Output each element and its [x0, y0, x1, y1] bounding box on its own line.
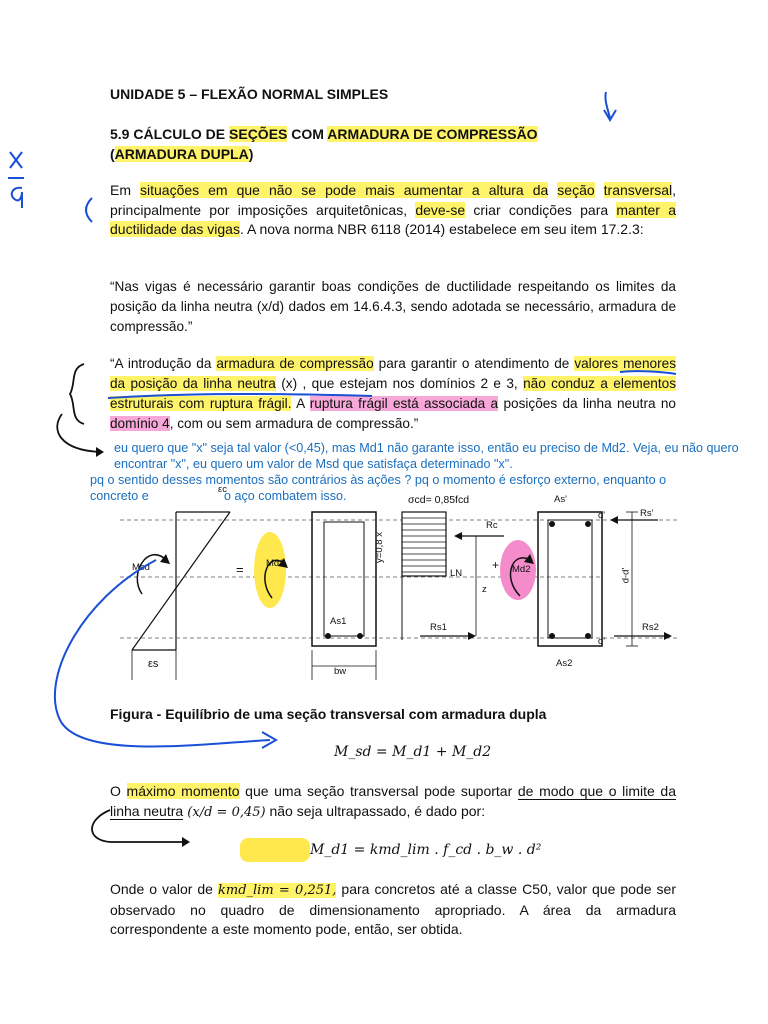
note-md2: eu quero que "x" seja tal valor (<0,45), mas Md1 não garante isso, então eu preciso de Md2. Veja, eu não quero encontrar "x", eu quero um valor de Msd que satisfaça determinado "x".	[114, 441, 739, 471]
paragraph-kmd	[110, 880, 676, 940]
eq2-highlight	[240, 838, 310, 862]
label-as2: As2	[556, 658, 573, 669]
q2-e: posições da linha neutra no	[498, 396, 676, 411]
p1-hl-situacoes: situações em que não se pode mais aumentar a altura da	[140, 182, 549, 198]
p1-text1: , principalmente por imposições arquitetônicas,	[110, 182, 677, 218]
label-msd: Msd	[132, 562, 150, 573]
note-sentido-2: concreto e	[90, 489, 149, 503]
label-rs1: Rs1	[430, 622, 447, 633]
label-ec: εc	[218, 484, 227, 495]
p1-text3: . A nova norma NBR 6118 (2014) estabelece em seu item 17.2.3:	[239, 221, 644, 237]
section-com: COM	[287, 126, 328, 142]
paragraph-intro	[110, 181, 676, 240]
label-d-top: d'	[598, 510, 606, 521]
p1-text2: criar condições para	[465, 201, 617, 218]
p2-o: O	[110, 783, 127, 799]
label-z: z	[482, 584, 487, 595]
paragraph-max-moment	[110, 782, 676, 822]
label-rs2: Rs2	[642, 622, 659, 633]
p1-hl-ductilidade: manter a ductilidade das vigas	[110, 201, 676, 237]
q2-a: “A introdução da	[110, 356, 217, 371]
p1-hl-transversal: transversal	[603, 182, 673, 198]
label-sigma-cd: σcd= 0,85fcd	[408, 494, 470, 506]
label-as1: As1	[330, 616, 347, 627]
paren-open: (	[110, 146, 115, 162]
label-es: εs	[148, 658, 159, 670]
label-rs-top: Rs'	[640, 508, 654, 519]
quote-nbr-2	[110, 354, 676, 434]
q2-hl-armadura: armadura de compressão	[216, 356, 374, 371]
p1-hl-secao: seção	[557, 182, 595, 198]
p3-hl-kmd: kmd_lim = 0,251,	[217, 883, 337, 898]
q2-pink-dominio4: domínio 4	[110, 416, 170, 431]
equation-msd: M_sd = M_d1 + M_d2	[334, 744, 492, 760]
q2-c: (x) , que estejam nos domínios 2 e 3,	[275, 376, 524, 391]
label-md1: Md1	[266, 558, 285, 569]
p1-hl-devese: deve-se	[415, 201, 466, 218]
p2-ratio: (x/d = 0,45)	[183, 804, 266, 820]
margin-note-dx	[2, 148, 32, 214]
p3-a: Onde o valor de	[110, 881, 218, 897]
q2-b: para garantir o atendimento de	[373, 356, 575, 371]
label-as-top: As'	[554, 494, 567, 505]
p2-underline: de modo que o limite da linha neutra	[110, 783, 677, 819]
label-ln: LN	[450, 568, 463, 579]
label-equals: =	[236, 562, 244, 577]
note-sentido-1: pq o sentido desses momentos são contrários às ações ? pq o momento é esforço externo, enquanto o	[90, 473, 667, 487]
q2-hl-valores: valores menores da posição da linha neutra	[110, 356, 676, 391]
hl-armadura-compressao: ARMADURA DE COMPRESSÃO	[327, 126, 538, 142]
p1-space1	[548, 182, 557, 198]
hl-armadura-dupla: ARMADURA DUPLA	[114, 146, 249, 162]
p2-hl-maximo: máximo momento	[126, 783, 240, 799]
label-bw: bw	[334, 666, 347, 677]
figure-svg	[120, 490, 680, 690]
label-d-minus-d: d-d'	[620, 567, 632, 584]
q2-d: A	[291, 396, 310, 411]
figure-caption: Figura - Equilíbrio de uma seção transversal com armadura dupla	[110, 706, 547, 722]
p2-a: que uma seção transversal pode suportar	[239, 783, 518, 799]
p3-b: para concretos até a classe C50, valor que pode ser observado no quadro de dimensionamento apropriado. A área da armadura correspondente a este momento pode, então, ser obtida.	[110, 881, 676, 937]
equation-md1: M_d1 = kmd_lim . f_cd . b_w . d²	[310, 842, 542, 858]
label-md2: Md2	[512, 564, 531, 575]
q2-f: , com ou sem armadura de compressão.”	[169, 416, 419, 431]
unit-heading: UNIDADE 5 – FLEXÃO NORMAL SIMPLES	[110, 86, 389, 102]
figure-double-reinforcement	[120, 484, 680, 690]
q2-pink-ruptura: ruptura frágil está associada a	[309, 396, 499, 411]
margin-dx-icon	[2, 148, 32, 214]
paren-close: )	[248, 146, 254, 162]
label-d-bot: d'	[598, 636, 606, 647]
p1-space2	[595, 182, 604, 198]
hl-secoes: SEÇÕES	[229, 126, 288, 142]
label-plus: +	[492, 558, 500, 572]
q2-hl-nao-conduz: não conduz a elementos estruturais com ruptura frágil.	[110, 376, 677, 411]
p1-em: Em	[110, 182, 140, 198]
section-number: 5.9 CÁLCULO DE	[110, 126, 230, 142]
p2-c: não seja ultrapassado, é dado por:	[265, 802, 486, 819]
label-rc: Rc	[486, 520, 498, 531]
section-title	[110, 124, 676, 164]
quote-nbr-1: “Nas vigas é necessário garantir boas condições de ductilidade respeitando os limites da posição da linha neutra (x/d) dados em 14.6.4.3, sendo adotada se necessário, armadura de compressão.”	[110, 279, 676, 334]
note-sentido-3: o aço combatem isso.	[224, 489, 347, 503]
label-y: y=0,8 x	[373, 532, 385, 563]
